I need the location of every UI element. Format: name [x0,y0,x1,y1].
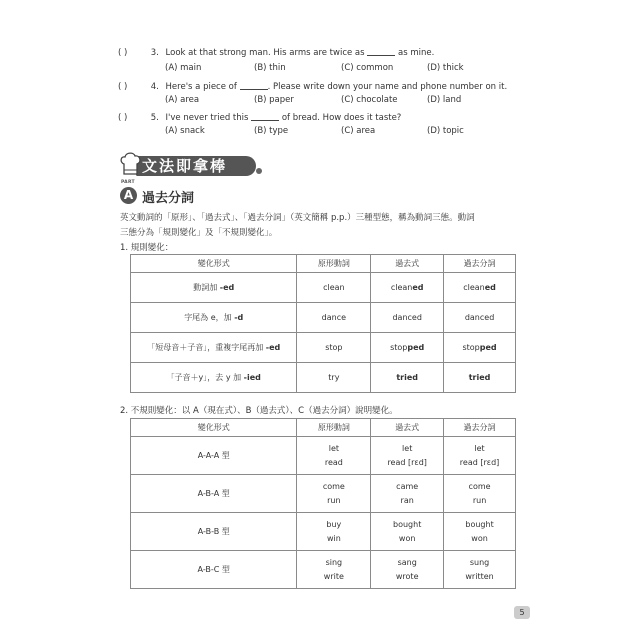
table-header-row: 變化形式 原形動詞 過去式 過去分詞 [131,255,516,273]
irregular-heading: 2. 不規則變化：以 A（現在式）、B（過去式）、C（過去分詞）說明變化。 [120,406,398,416]
table-row: 「子音＋y」，去 y 加 -ied try tried tried [131,363,516,393]
question-5: ( ) 5. I've never tried this of bread. How does it taste? [118,113,402,123]
answer-paren[interactable]: ( ) [118,82,128,92]
question-3: ( ) 3. Look at that strong man. His arms are twice as as mine. [118,48,435,58]
table-row: 動詞加 -ed clean cleaned cleaned [131,273,516,303]
chef-hat-icon [120,152,142,178]
irregular-verbs-table [130,418,516,589]
part-letter: A [120,187,137,204]
answer-blank[interactable] [367,46,395,56]
table-row: 「短母音＋子音」，重複字尾再加 -ed stop stopped stopped [131,333,516,363]
table-row: A-A-A 型 let read let read [rɛd] let read [rɛd] [131,437,516,475]
answer-paren[interactable]: ( ) [118,113,128,123]
regular-verbs-table [130,254,516,393]
table-row: 字尾為 e，加 -d dance danced danced [131,303,516,333]
question-4: ( ) 4. Here's a piece of . Please write down your name and phone number on it. [118,82,508,92]
textbook-page: ( ) 3. Look at that strong man. His arms are twice as as mine. (A) main (B) thin (C) common (D) thick ( ) 4. Here's a piece of . Please write down your name and phone number on it. (A) area (B) paper (C) chocolate (D) land ( ) 5. I've never tried this of bread. How does it taste? (A) snack (B) type (C) area (D) topic 文法即拿棒 PART A 過去分詞 英文動詞的「原形」、「過去式」、「過去分詞」（英文簡稱 p.p.）三種型態，稱為動詞三態。動詞 三態分為「規則變化」及「不規則變化」。 1. 規則變化： 變化形式 原形動詞 過去式 過去分詞 動詞加 -ed clean cleaned cleaned 字尾為 e，加 -d dance danced danced 「短母音＋子音」，重複字尾再加 -ed stop stopped stopped 「子音＋y」，去 y 加 -ied try tried tried 2. 不規則變化：以 A（現在式）、B（過去式）、C（過去分詞）說明變化。 變化形式 原形動詞 過去式 過去分詞 A-A-A 型 let read let read [rɛd] let read [rɛd] A-B-A 型 come run came ran come run A-B-B 型 buy win bought won bought won A-B-C 型 sing write sang wrote sung written 5 [0,0,640,640]
banner-title: 文法即拿棒 [142,157,228,175]
section-banner [120,152,260,178]
part-title: 過去分詞 [142,191,195,206]
table-row: A-B-B 型 buy win bought won bought won [131,513,516,551]
table-row: A-B-C 型 sing write sang wrote sung written [131,551,516,589]
table-header-row: 變化形式 原形動詞 過去式 過去分詞 [131,419,516,437]
answer-blank[interactable] [251,111,279,121]
part-label: PART [121,180,135,185]
regular-heading: 1. 規則變化： [120,243,174,253]
intro-line-2: 三態分為「規則變化」及「不規則變化」。 [120,228,278,238]
page-number: 5 [514,606,530,619]
intro-line-1: 英文動詞的「原形」、「過去式」、「過去分詞」（英文簡稱 p.p.）三種型態，稱為動詞三態。動詞 [120,213,475,223]
answer-paren[interactable]: ( ) [118,48,128,58]
answer-blank[interactable] [240,80,268,90]
table-row: A-B-A 型 come run came ran come run [131,475,516,513]
